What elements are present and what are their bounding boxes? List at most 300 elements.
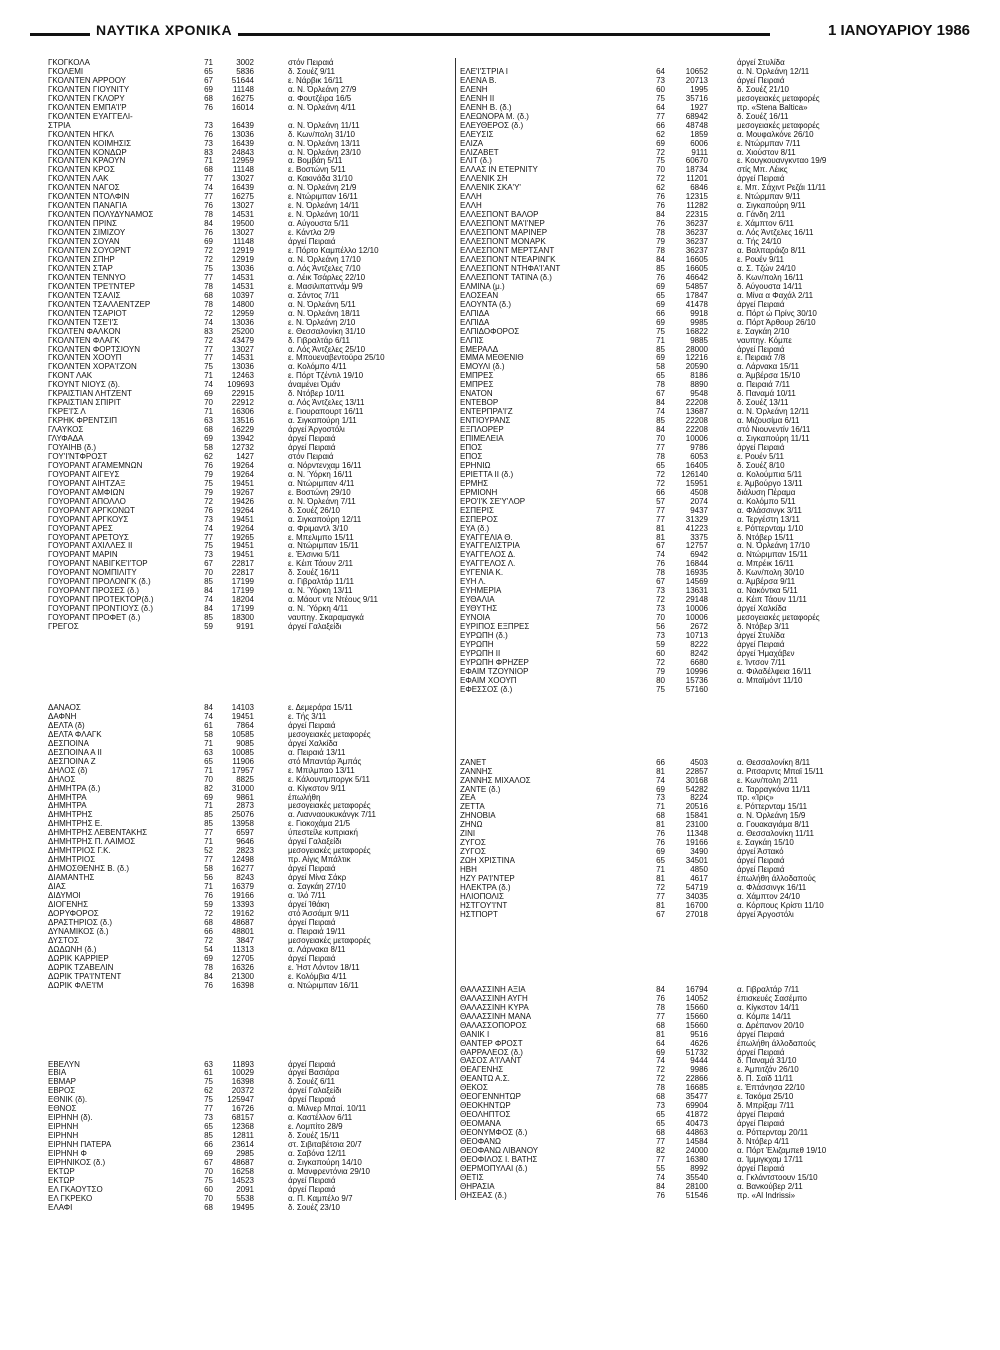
ship-name: ΓΚΟΛΝΤΕΝ ΠΟΛΥΔΥΝΑΜΟΣ: [48, 210, 154, 220]
location: ε. Ρόττερνταμ 1/10: [737, 523, 804, 533]
ship-list-section: [456, 58, 896, 694]
tonnage: 9985: [690, 317, 708, 327]
tonnage: 51644: [231, 75, 254, 85]
ship-name: ΖΩΗ ΧΡΙΣΤΙΝΑ: [460, 856, 515, 866]
ship-row: [456, 1146, 896, 1155]
location: ε. Κων/πολη 2/11: [737, 775, 799, 785]
location: α. Πόρτ ώ Πρίνς 30/10: [737, 308, 817, 318]
ship-row: [48, 300, 488, 309]
tonnage: 36237: [685, 219, 708, 229]
ship-row: [456, 488, 896, 497]
tonnage: 11201: [686, 174, 708, 184]
tonnage: 16398: [231, 1077, 254, 1087]
ship-name: ΕΛΛΕΣΠΟΝΤ ΜΟΝΑΡΚ: [460, 237, 546, 247]
ship-name: ΘΕΟΛΗΠΤΟΣ: [460, 1110, 511, 1120]
tonnage: 54282: [685, 784, 708, 794]
ship-name: ΕΥΑΓΓΕΛΟΣ Λ.: [460, 559, 516, 569]
ship-name: ΓΚΟΛΕΜΙ: [48, 66, 84, 76]
tonnage: 9516: [690, 1029, 708, 1039]
location: άργεί Πειραιά: [737, 442, 785, 452]
ship-name: ΕΡΙΕΤΤΑ ΙΙ (δ.): [460, 469, 514, 479]
ship-row: [456, 820, 896, 829]
build-year: 73: [204, 1113, 213, 1123]
ship-name: ΕΛΙΖΑ: [460, 138, 484, 148]
tonnage: 13516: [231, 416, 254, 426]
ship-name: ΓΚΟΛΝΤΕΝ ΤΣΕ'Ι'Σ: [48, 317, 119, 327]
location: α. Φλάσσινγκ 3/11: [737, 505, 802, 515]
build-year: 70: [204, 1193, 213, 1203]
ship-name: ΔΙΔΥΜΟΙ: [48, 891, 81, 901]
ship-name: ΗΛΙΟΠΟΛΙΣ: [460, 891, 504, 901]
build-year: 67: [204, 1157, 213, 1167]
location: ε. Έλσινκι 5/11: [288, 550, 340, 560]
tonnage: 109693: [227, 380, 254, 390]
build-year: 58: [204, 442, 213, 452]
ship-name: ΔΙΑΣ: [48, 882, 66, 892]
build-year: 77: [204, 344, 213, 354]
ship-row: [48, 389, 488, 398]
location: άργεί Στυλίδα: [737, 58, 785, 67]
build-year: 72: [656, 147, 665, 157]
build-year: 84: [656, 210, 665, 220]
ship-name: ΓΚΡΕ'Ι'Σ Λ: [48, 407, 86, 417]
ship-row: [456, 1065, 896, 1074]
ship-name: ΓΟΥΟΡΑΝΤ ΠΡΟΛΟΝΓΚ (δ.): [48, 577, 151, 587]
ship-name: ΕΥΡΩΠΗ (δ.): [460, 631, 508, 640]
location: α. Πόρτ Άρθουρ 26/10: [737, 317, 816, 327]
ship-name: ΘΑΝΤΕΡ ΦΡΟΣΤ: [460, 1038, 523, 1048]
build-year: 81: [656, 766, 665, 776]
tonnage: 11282: [686, 201, 708, 211]
ship-name: ΔΥΣΤΟΣ: [48, 935, 79, 945]
ship-row: [456, 362, 896, 371]
ship-name: ΕΛΕΥΣΙΣ: [460, 129, 494, 139]
ship-row: [456, 1182, 896, 1191]
ship-list-section: [456, 758, 896, 919]
build-year: 61: [204, 1068, 213, 1078]
ship-row: [456, 416, 896, 425]
location: άργεί Πειραιά: [288, 1095, 336, 1105]
tonnage: 18734: [685, 165, 708, 175]
location: α. Τεργέστη 13/11: [737, 514, 800, 524]
tonnage: 14531: [231, 210, 254, 220]
ship-name: ΕΠΟΣ: [460, 442, 483, 452]
ship-name: ΓΚΟΛΝΤΕΝ ΠΑΝΑΓΙΑ: [48, 201, 128, 211]
ship-row: [48, 1149, 488, 1158]
ship-name: ΓΟΥΟΡΑΝΤ ΑΙΓΕΥΣ: [48, 469, 120, 479]
ship-row: [48, 237, 488, 246]
location: α. Κολόμπο 4/11: [288, 362, 347, 372]
ship-row: [48, 730, 488, 739]
location: άργεί Πειραιά: [288, 1059, 336, 1069]
ship-row: [48, 443, 488, 452]
build-year: 75: [656, 156, 665, 166]
tonnage: 9085: [236, 738, 254, 748]
tonnage: 14584: [685, 1137, 708, 1147]
ship-name: ΕΥΡΩΠΗ: [460, 639, 494, 649]
ship-name: ΕΛΠΙΣ: [460, 335, 484, 345]
ship-name: ΔΗΜΗΤΡΑ: [48, 801, 87, 811]
location: έπισκευές Σασέμπο: [737, 993, 807, 1003]
location: ε. Ν. Όρλεάνη 14/11: [288, 201, 360, 211]
tonnage: 4508: [690, 487, 708, 497]
tonnage: 22857: [685, 766, 708, 776]
ship-row: [48, 801, 488, 810]
tonnage: 25200: [231, 326, 254, 336]
ship-name: ΕΥΘΥΤΗΣ: [460, 604, 498, 614]
tonnage: 19451: [231, 550, 254, 560]
build-year: 59: [656, 639, 665, 649]
location: στόν Πειραιά: [288, 451, 334, 461]
tonnage: 4850: [690, 865, 708, 875]
ship-name: ΓΚΟΛΝΤΕΝ ΛΑΚ: [48, 174, 109, 184]
ship-name: ΓΚΟΛΝΤΕΝ ΝΑΓΟΣ: [48, 183, 120, 193]
ship-name: ΕΛΛΕΣΠΟΝΤ ΜΑΡΙΝΕΡ: [460, 228, 548, 238]
ship-row: [48, 595, 488, 604]
ship-row: [48, 766, 488, 775]
ship-row: [48, 94, 488, 103]
build-year: 83: [204, 147, 213, 157]
ship-row: [48, 936, 488, 945]
location: α. Φριμαντλ 3/10: [288, 523, 348, 533]
tonnage: 16275: [231, 93, 254, 103]
ship-row: [456, 515, 896, 524]
ship-row: [456, 300, 896, 309]
build-year: 55: [656, 1163, 665, 1173]
ship-name: ΖΕΤΤΑ: [460, 802, 485, 812]
build-year: 73: [656, 75, 665, 85]
tonnage: 16439: [231, 183, 254, 193]
build-year: 78: [204, 962, 213, 972]
build-year: 62: [204, 451, 213, 461]
location: α. Κίγκστον 14/11: [737, 1002, 800, 1012]
ship-name: ΕΡΟ'Ι'Κ ΣΕ'Υ'ΛΟΡ: [460, 496, 526, 506]
build-year: 66: [656, 757, 665, 767]
ship-name: ΓΚΟΛΝΤΕΝ ΚΟΝΔΩΡ: [48, 147, 127, 157]
build-year: 63: [204, 747, 213, 757]
ship-row: [456, 1012, 896, 1021]
ship-row: [456, 1173, 896, 1182]
tonnage: 15660: [685, 1002, 708, 1012]
ship-name: ΓΚΟΛΝΤΕΝ ΣΟΥΑΝ: [48, 237, 120, 247]
location: δ. Σουέζ 23/10: [288, 1202, 341, 1212]
tonnage: 15660: [685, 1020, 708, 1030]
ship-name: ΓΚΟΛΝΤΕΝ ΤΣΑΛΙΣ: [48, 290, 121, 300]
ship-row: [48, 416, 488, 425]
tonnage: 28100: [685, 1181, 708, 1191]
ship-row: [48, 900, 488, 909]
tonnage: 8890: [690, 380, 708, 390]
build-year: 58: [204, 729, 213, 739]
ship-name: ΓΚΟΛΝΤΕΝ ΑΡΡΟΟΥ: [48, 75, 127, 85]
location: ε. Ίντσον 7/11: [737, 657, 786, 667]
tonnage: 40473: [685, 1119, 708, 1129]
build-year: 65: [656, 371, 665, 381]
ship-name: ΕΛΕΥΘΕΡΟΣ (δ.): [460, 120, 524, 130]
ship-name: ΘΗΣΕΑΣ (δ.): [460, 1190, 507, 1200]
tonnage: 4503: [690, 757, 708, 767]
ship-row: [48, 353, 488, 362]
location: ε. Ντώρμπαν 7/11: [737, 138, 801, 148]
ship-name: ΕΥΡΩΠΗ ΦΡΗΖΕΡ: [460, 657, 529, 667]
location: δ. Παναμά 10/11: [737, 389, 796, 399]
build-year: 76: [656, 838, 665, 848]
ship-name: ΓΚΟΓΚΟΛΑ: [48, 58, 90, 67]
location: άργεί Πειραιά: [737, 299, 785, 309]
build-year: 67: [656, 541, 665, 551]
ship-row: [456, 148, 896, 157]
build-year: 65: [656, 856, 665, 866]
tonnage: 9548: [690, 389, 708, 399]
location: άναμένει Όμάν: [288, 380, 341, 390]
ship-row: [48, 757, 488, 766]
tonnage: 22866: [685, 1074, 708, 1084]
build-year: 69: [204, 953, 213, 963]
location: α. Κόρπους Κρίστι 11/10: [737, 900, 824, 910]
build-year: 64: [656, 102, 665, 112]
build-year: 84: [204, 971, 213, 981]
build-year: 74: [656, 407, 665, 417]
ship-row: [456, 910, 896, 919]
ship-name: ΔΩΡΙΚ ΤΖΑΒΕΛΙΝ: [48, 962, 114, 972]
ship-row: [48, 371, 488, 380]
tonnage: 69904: [685, 1101, 708, 1111]
ship-row: [456, 865, 896, 874]
location: α. Σιγκαπούρη 1/11: [288, 416, 357, 426]
ship-row: [456, 1030, 896, 1039]
location: α. Γάνδη 2/11: [737, 210, 786, 220]
ship-name: ΕΡΜΗΣ: [460, 478, 489, 488]
ship-row: [48, 345, 488, 354]
ship-name: ΓΡΕΓΟΣ: [48, 622, 79, 632]
location: έπωλήθη: [288, 792, 321, 802]
build-year: 78: [204, 299, 213, 309]
ship-name: ΔΗΛΟΣ (δ): [48, 765, 88, 775]
location: α. Ν. Όρλεάνη 17/10: [737, 541, 810, 551]
ship-row: [456, 802, 896, 811]
ship-name: ΔΑΦΝΗ: [48, 711, 77, 721]
location: α. Π. Καμπέλο 9/7: [288, 1193, 353, 1203]
ship-name: ΓΚΟΛΝΤΕΝ ΚΡΑΟΥΝ: [48, 156, 126, 166]
tonnage: 11893: [232, 1059, 254, 1069]
location: ε. Πόρτο Καμπέλλο 12/10: [288, 246, 379, 256]
ship-row: [48, 1203, 488, 1212]
tonnage: 10029: [231, 1068, 254, 1078]
tonnage: 41872: [685, 1110, 708, 1120]
location: ε. Γιουραπουρτ 16/11: [288, 407, 364, 417]
build-year: 76: [204, 201, 213, 211]
location: α. Βανκούβερ 2/11: [737, 1181, 803, 1191]
location: δ. Σουέζ 21/10: [737, 84, 790, 94]
ship-row: [456, 85, 896, 94]
ship-name: ΖΗΝΟΒΙΑ: [460, 811, 496, 821]
tonnage: 19166: [231, 891, 254, 901]
header-rule-middle: [230, 33, 770, 36]
ship-name: ΔΟΡΥΦΟΡΟΣ: [48, 908, 99, 918]
location: α. Ρόττερνταμ 20/11: [737, 1128, 809, 1138]
ship-row: [456, 506, 896, 515]
location: άργεί Ίθάκη: [288, 899, 330, 909]
ship-row: [456, 568, 896, 577]
build-year: 68: [656, 1020, 665, 1030]
tonnage: 19500: [231, 219, 254, 229]
location: στίς Μπ. Λέικς: [737, 165, 788, 175]
build-year: 71: [204, 801, 213, 811]
ship-name: ΔΕΣΠΟΙΝΑ: [48, 738, 89, 748]
tonnage: 17199: [231, 577, 254, 587]
ship-row: [48, 981, 488, 990]
location: α. Ντώριμπαν 15/11: [288, 541, 359, 551]
build-year: 75: [204, 1095, 213, 1105]
tonnage: 16726: [231, 1104, 254, 1114]
ship-name: ΓΟΥΟΡΑΝΤ ΑΡΓΚΟΝΩΤ: [48, 505, 135, 515]
ship-row: [48, 775, 488, 784]
build-year: 84: [656, 425, 665, 435]
ship-name: ΖΑΝΕΤ: [460, 757, 487, 767]
tonnage: 19265: [231, 532, 254, 542]
ship-row: [48, 112, 488, 121]
ship-row: [456, 1083, 896, 1092]
ship-name: ΓΟΥΟΡΑΝΤ ΠΡΟΤΕΚΤΟΡ(δ.): [48, 595, 154, 605]
ship-row: [48, 1122, 488, 1131]
location: πρ. «Al Indrissi»: [737, 1190, 796, 1200]
tonnage: 2074: [690, 496, 708, 506]
tonnage: 6006: [690, 138, 708, 148]
location: άργεί Πειραιά: [737, 174, 785, 184]
ship-row: [456, 1137, 896, 1146]
ship-row: [48, 130, 488, 139]
ship-row: [48, 1104, 488, 1113]
location: ε. Ντώριμπαν 16/11: [288, 192, 358, 202]
build-year: 72: [204, 908, 213, 918]
ship-row: [48, 67, 488, 76]
build-year: 57: [656, 496, 665, 506]
ship-name: ΘΕΚΟΣ: [460, 1083, 488, 1093]
build-year: 75: [204, 263, 213, 273]
ship-name: ΓΚΟΛΝΤΕΝ ΣΤΑΡ: [48, 263, 113, 273]
ship-name: ΕΛΛΗ: [460, 192, 482, 202]
ship-row: [48, 1140, 488, 1149]
location: δ. Σουέζ 26/10: [288, 505, 341, 515]
location: ε. Άμπιτζάν 26/10: [737, 1065, 799, 1075]
ship-name: ΕΛΛΕΣΠΟΝΤ ΤΑΤΙΝΑ (δ.): [460, 272, 552, 282]
build-year: 65: [656, 290, 665, 300]
ship-name: ΕΛΛΕΝΙΚ ΣΗ: [460, 174, 508, 184]
ship-row: [48, 291, 488, 300]
location: ναυπηγ. Κόμπε: [737, 335, 792, 345]
build-year: 78: [656, 1002, 665, 1012]
ship-row: [48, 1086, 488, 1095]
location: πρ. Αίγις Μπάλτικ: [288, 855, 351, 865]
ship-row: [48, 541, 488, 550]
tonnage: 16844: [685, 559, 708, 569]
tonnage: 2985: [236, 1149, 254, 1159]
build-year: 75: [204, 1175, 213, 1185]
ship-row: [456, 883, 896, 892]
ship-row: [48, 219, 488, 228]
location: α. Σιγκαπούρη 11/11: [737, 434, 810, 444]
tonnage: 10397: [231, 290, 254, 300]
tonnage: 14531: [231, 272, 254, 282]
tonnage: 5836: [236, 66, 254, 76]
tonnage: 12498: [231, 855, 254, 865]
ship-name: ΓΚΡΑΙΣΤΙΑΝ ΣΠΙΡΙΤ: [48, 398, 121, 408]
ship-name: ΕΙΡΗΝΗ Φ: [48, 1149, 87, 1159]
build-year: 75: [204, 541, 213, 551]
ship-name: ΗΛΕΚΤΡΑ (δ.): [460, 883, 511, 893]
build-year: 84: [204, 219, 213, 229]
build-year: 73: [656, 793, 665, 803]
build-year: 77: [656, 1011, 665, 1021]
build-year: 85: [204, 577, 213, 587]
build-year: 85: [204, 1131, 213, 1141]
ship-row: [48, 452, 488, 461]
ship-name: ΕΘΝΙΚ (δ).: [48, 1095, 88, 1105]
ship-row: [48, 165, 488, 174]
build-year: 65: [656, 1119, 665, 1129]
ship-name: ΔΗΜΟΣΘΕΝΗΣ Β. (δ.): [48, 864, 130, 874]
location: α. Μιλνερ Μπαί. 10/11: [288, 1104, 367, 1114]
build-year: 78: [656, 568, 665, 578]
location: δ. Ντόβερ 4/11: [737, 1137, 790, 1147]
location: ναυπηγ. Σκαραμαγκά: [288, 613, 364, 623]
ship-row: [48, 1131, 488, 1140]
ship-name: ΕΙΡΗΝΗ: [48, 1131, 79, 1141]
ship-row: [48, 568, 488, 577]
location: α. Καστέλλον 6/11: [288, 1113, 353, 1123]
ship-name: ΓΚΟΛΝΤΕΝ ΤΡΕ'Ι'ΝΤΕΡ: [48, 281, 135, 291]
build-year: 79: [204, 469, 213, 479]
ship-row: [48, 506, 488, 515]
tonnage: 22915: [231, 389, 254, 399]
ship-row: [48, 972, 488, 981]
tonnage: 16380: [685, 1154, 708, 1164]
build-year: 66: [204, 1140, 213, 1150]
ship-row: [456, 425, 896, 434]
ship-row: [48, 76, 488, 85]
build-year: 76: [656, 559, 665, 569]
ship-name: ΕΛΛΕΣΠΟΝΤ ΝΤΗΦΑ'Ι'ΑΝΤ: [460, 263, 561, 273]
ship-row: [48, 1167, 488, 1176]
ship-row: [456, 994, 896, 1003]
location: άργεί Ήμαχάβεν: [737, 648, 795, 658]
location: α. Χιούστον 8/11: [737, 147, 796, 157]
ship-row: [48, 479, 488, 488]
ship-name: ΕΜΠΡΕΣ: [460, 380, 494, 390]
ship-name: ΓΚΟΛΝΤΕΝ ΧΟΟΥΠ: [48, 353, 122, 363]
ship-row: [48, 712, 488, 721]
location: ε. Πόρτ Τζέντιλ 19/10: [288, 371, 364, 381]
location: δ. Μπρίξαμ 7/11: [737, 1101, 795, 1111]
tonnage: 17847: [685, 290, 708, 300]
ship-row: [456, 443, 896, 452]
tonnage: 12811: [232, 1131, 254, 1141]
ship-name: ΕΘΝΟΣ: [48, 1104, 77, 1114]
build-year: 68: [204, 425, 213, 435]
ship-name: ΘΑΛΑΣΣΙΝΗ ΜΑΝΑ: [460, 1011, 532, 1021]
ship-name: ΓΛΑΥΚΟΣ: [48, 425, 84, 435]
build-year: 80: [656, 675, 665, 685]
ship-row: [48, 380, 488, 389]
build-year: 54: [204, 944, 213, 954]
issue-date: 1 ΙΑΝΟΥΑΡΙΟΥ 1986: [822, 22, 970, 39]
ship-row: [456, 524, 896, 533]
location: δ. Σουέζ 16/11: [288, 568, 340, 578]
tonnage: 20713: [685, 75, 708, 85]
build-year: 66: [656, 487, 665, 497]
section-gap: [456, 919, 896, 985]
build-year: 69: [204, 84, 213, 94]
